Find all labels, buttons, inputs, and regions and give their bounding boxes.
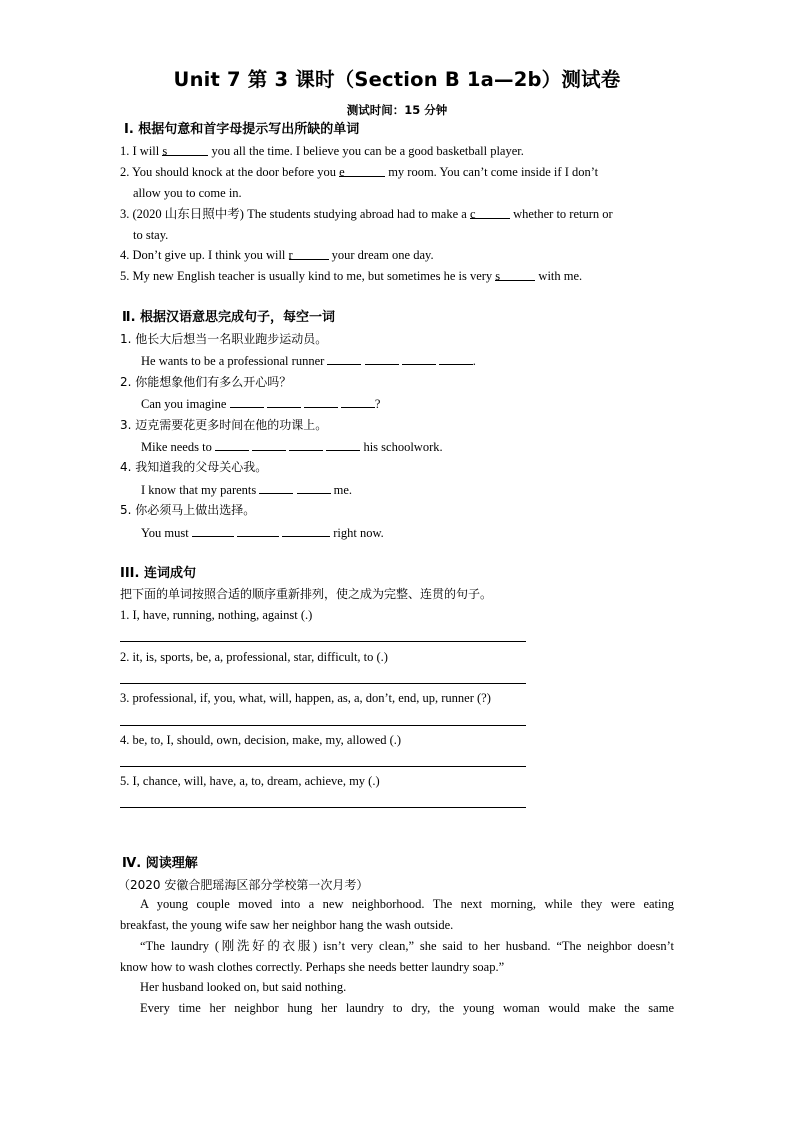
s1-item-3-post: whether to return or [509, 207, 613, 221]
s2-item-5-blank-3[interactable] [282, 524, 330, 537]
s1-item-5 [120, 268, 582, 284]
s1-item-2-cont: allow you to come in. [133, 186, 242, 200]
s2-item-1-blank-1[interactable] [327, 352, 361, 365]
reading-paragraph-2-line-2: know how to wash clothes correctly. Perhaps she needs better laundry soap.” [120, 960, 505, 974]
s1-item-5-post: with me. [535, 269, 583, 283]
s2-item-4-en [141, 481, 352, 498]
reading-paragraph-1-line-2: breakfast, the young wife saw her neighbor hang the wash outside. [120, 918, 454, 932]
s2-item-4-blank-2[interactable] [297, 481, 331, 494]
section-4-source: （2020 安徽合肥瑶海区部分学校第一次月考） [118, 878, 369, 892]
s2-item-3-blank-1[interactable] [215, 438, 249, 451]
test-time: 测试时间：15 分钟 [346, 103, 448, 117]
s1-item-3 [120, 206, 613, 222]
s1-item-4-pre: 4. Don’t give up. I think you will [120, 248, 289, 262]
s3-item-5: 5. I, chance, will, have, a, to, dream, achieve, my (.) [120, 774, 380, 788]
s3-item-1: 1. I, have, running, nothing, against (.) [120, 608, 313, 622]
s2-item-3-cn: 3. 迈克需要花更多时间在他的功课上。 [120, 418, 328, 432]
s2-item-2-en [141, 395, 380, 412]
s1-item-2-pre: 2. You should knock at the door before you [120, 165, 340, 179]
reading-paragraph-4-line-1: Every time her neighbor hung her laundry to dry, the young woman would make the same [140, 1001, 674, 1015]
s3-item-2: 2. it, is, sports, be, a, professional, star, difficult, to (.) [120, 650, 388, 664]
s2-item-1-en [141, 352, 476, 369]
s2-item-3-blank-4[interactable] [326, 438, 360, 451]
s1-item-3-blank[interactable] [470, 206, 510, 219]
s1-item-4-blank[interactable] [289, 247, 329, 260]
section-3-heading: III. 连词成句 [120, 566, 196, 581]
s2-item-3-blank-3[interactable] [289, 438, 323, 451]
s3-item-3: 3. professional, if, you, what, will, happen, as, a, don’t, end, up, runner (?) [120, 691, 491, 705]
s1-item-5-blank[interactable] [495, 268, 535, 281]
s1-item-3-pre: 3. (2020 山东日照中考) The students studying abroad had to make a [120, 207, 470, 221]
s3-item-2-answer-line[interactable] [120, 683, 526, 684]
s1-item-3-letter: c [469, 207, 476, 221]
section-1-heading: Ⅰ. 根据句意和首字母提示写出所缺的单词 [124, 122, 360, 137]
s1-item-2 [120, 164, 598, 180]
s2-item-2-blank-2[interactable] [267, 395, 301, 408]
s2-item-5-en-post: right now. [330, 526, 384, 540]
s2-item-5-en-pre: You must [141, 526, 192, 540]
s2-item-2-en-post: ? [374, 397, 381, 411]
s1-item-5-pre: 5. My new English teacher is usually kind to me, but sometimes he is very [120, 269, 496, 283]
s3-item-4: 4. be, to, I, should, own, decision, make, my, allowed (.) [120, 733, 402, 747]
s1-item-1-pre: 1. I will [120, 144, 163, 158]
s1-item-5-letter: s [495, 269, 501, 283]
s2-item-3-en-post: his schoolwork. [360, 440, 443, 454]
s3-item-5-answer-line[interactable] [120, 807, 526, 808]
section-3-instruction: 把下面的单词按照合适的顺序重新排列，使之成为完整、连贯的句子。 [120, 587, 493, 601]
s2-item-1-en-post: . [472, 354, 476, 368]
section-4-heading: Ⅳ. 阅读理解 [122, 856, 198, 871]
s2-item-5-blank-2[interactable] [237, 524, 279, 537]
s1-item-4-letter: r [288, 248, 293, 262]
s2-item-2-cn: 2. 你能想象他们有多么开心吗？ [120, 375, 292, 389]
reading-paragraph-2-line-1: “The laundry (刚洗好的衣服) isn’t very clean,” she said to her husband. “The neighbor doesn’t [140, 939, 674, 953]
reading-paragraph-1-line-1: A young couple moved into a new neighborhood. The next morning, while they were eating [140, 897, 674, 911]
s2-item-4-en-pre: I know that my parents [141, 483, 260, 497]
s2-item-1-cn: 1. 他长大后想当一名职业跑步运动员。 [120, 332, 328, 346]
s2-item-4-cn: 4. 我知道我的父母关心我。 [120, 460, 268, 474]
s1-item-2-blank[interactable] [339, 164, 385, 177]
s3-item-3-answer-line[interactable] [120, 725, 526, 726]
s1-item-1 [120, 143, 524, 159]
s1-item-1-post: you all the time. I believe you can be a good basketball player. [208, 144, 524, 158]
s1-item-2-post: my room. You can’t come inside if I don’t [385, 165, 599, 179]
s2-item-1-blank-3[interactable] [402, 352, 436, 365]
s2-item-1-blank-4[interactable] [439, 352, 473, 365]
page-title: Unit 7 第 3 课时（Section B 1a—2b）测试卷 [173, 68, 621, 91]
s2-item-3-blank-2[interactable] [252, 438, 286, 451]
s2-item-1-en-pre: He wants to be a professional runner [141, 354, 328, 368]
reading-paragraph-3-line-1: Her husband looked on, but said nothing. [140, 980, 347, 994]
s2-item-4-blank-1[interactable] [259, 481, 293, 494]
s1-item-4-post: your dream one day. [328, 248, 434, 262]
s1-item-2-letter: e [339, 165, 345, 179]
s2-item-2-blank-4[interactable] [341, 395, 375, 408]
s2-item-2-blank-1[interactable] [230, 395, 264, 408]
s2-item-2-blank-3[interactable] [304, 395, 338, 408]
s1-item-4 [120, 247, 434, 263]
s2-item-4-en-post: me. [330, 483, 353, 497]
s1-item-1-blank[interactable] [162, 143, 208, 156]
s2-item-5-cn: 5. 你必须马上做出选择。 [120, 503, 256, 517]
s2-item-2-en-pre: Can you imagine [141, 397, 230, 411]
s2-item-5-en [141, 524, 384, 541]
s2-item-3-en-pre: Mike needs to [141, 440, 215, 454]
s1-item-3-cont: to stay. [133, 228, 169, 242]
section-2-heading: Ⅱ. 根据汉语意思完成句子，每空一词 [122, 310, 336, 325]
s3-item-4-answer-line[interactable] [120, 766, 526, 767]
s3-item-1-answer-line[interactable] [120, 641, 526, 642]
s2-item-3-en [141, 438, 443, 455]
s2-item-5-blank-1[interactable] [192, 524, 234, 537]
s2-item-1-blank-2[interactable] [365, 352, 399, 365]
s1-item-1-letter: s [162, 144, 168, 158]
